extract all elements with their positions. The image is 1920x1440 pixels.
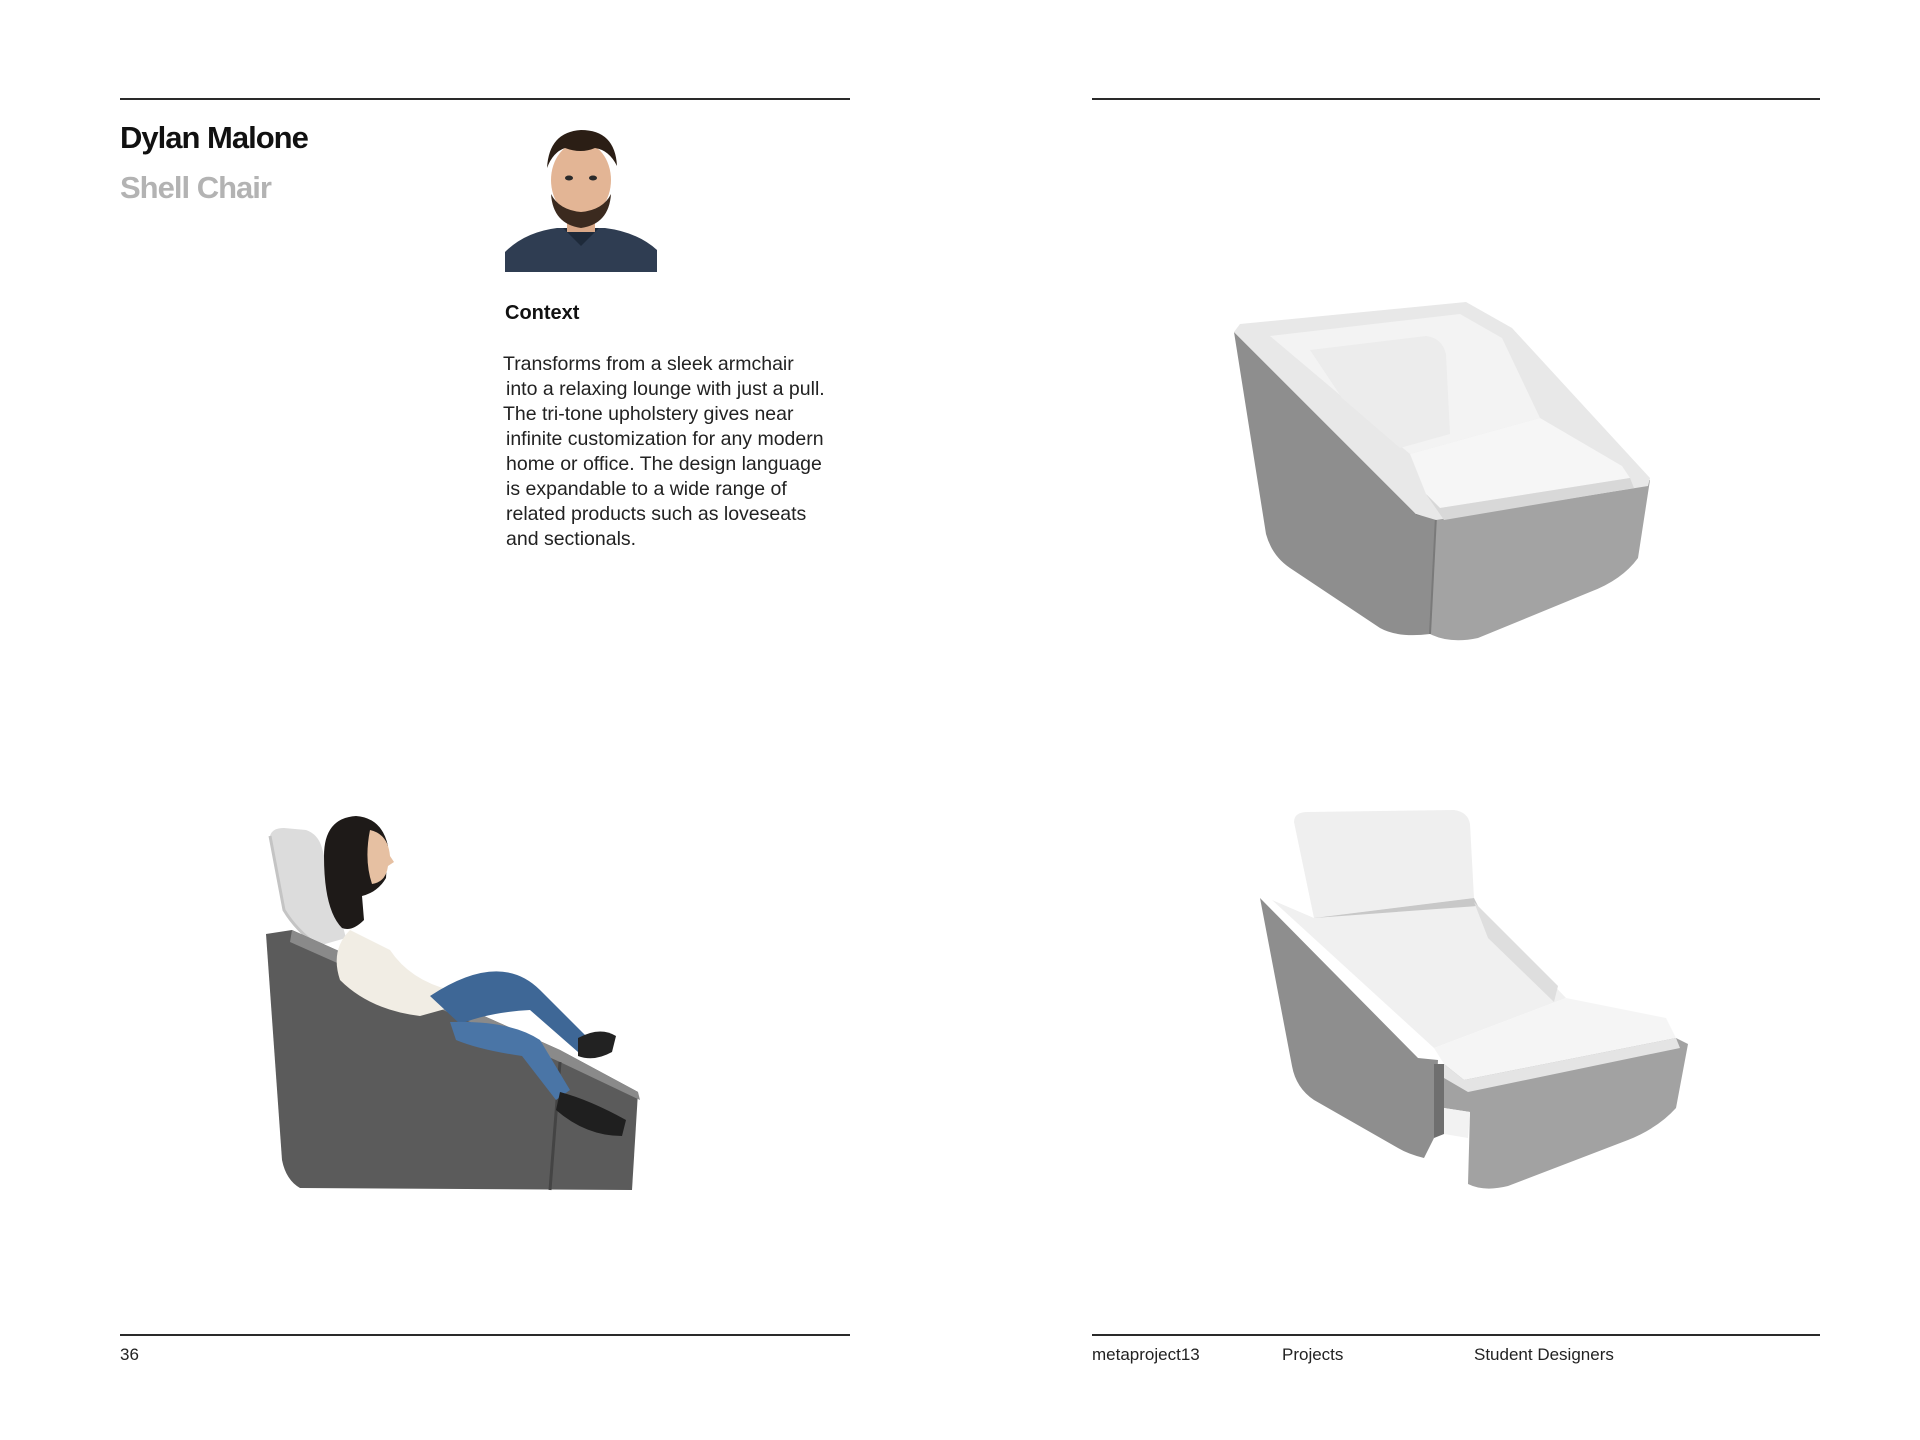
right-bottom-rule	[1092, 1334, 1820, 1336]
context-line: is expandable to a wide range of	[506, 478, 787, 500]
project-title: Shell Chair	[120, 170, 271, 205]
left-top-rule	[120, 98, 850, 100]
woman-seated-in-shell-chair	[260, 800, 760, 1200]
designer-name: Dylan Malone	[120, 120, 308, 155]
footer-publication: metaproject13	[1092, 1345, 1200, 1364]
context-line: home or office. The design language	[506, 453, 822, 475]
context-line: and sectionals.	[506, 528, 637, 550]
shell-chair-lounge-mode	[1258, 808, 1708, 1198]
page-number: 36	[120, 1345, 139, 1364]
context-heading: Context	[505, 302, 580, 324]
left-bottom-rule	[120, 1334, 850, 1336]
shell-chair-armchair-mode	[1230, 298, 1670, 648]
footer-section: Projects	[1282, 1345, 1344, 1364]
context-line: into a relaxing lounge with just a pull.	[506, 378, 825, 400]
context-body	[503, 352, 853, 552]
designer-portrait	[505, 124, 657, 272]
context-line: Transforms from a sleek armchair	[503, 353, 794, 375]
context-line: related products such as loveseats	[506, 503, 807, 525]
footer-subsection: Student Designers	[1474, 1345, 1614, 1364]
context-line: infinite customization for any modern	[506, 428, 824, 450]
context-line: The tri-tone upholstery gives near	[503, 403, 794, 425]
right-top-rule	[1092, 98, 1820, 100]
